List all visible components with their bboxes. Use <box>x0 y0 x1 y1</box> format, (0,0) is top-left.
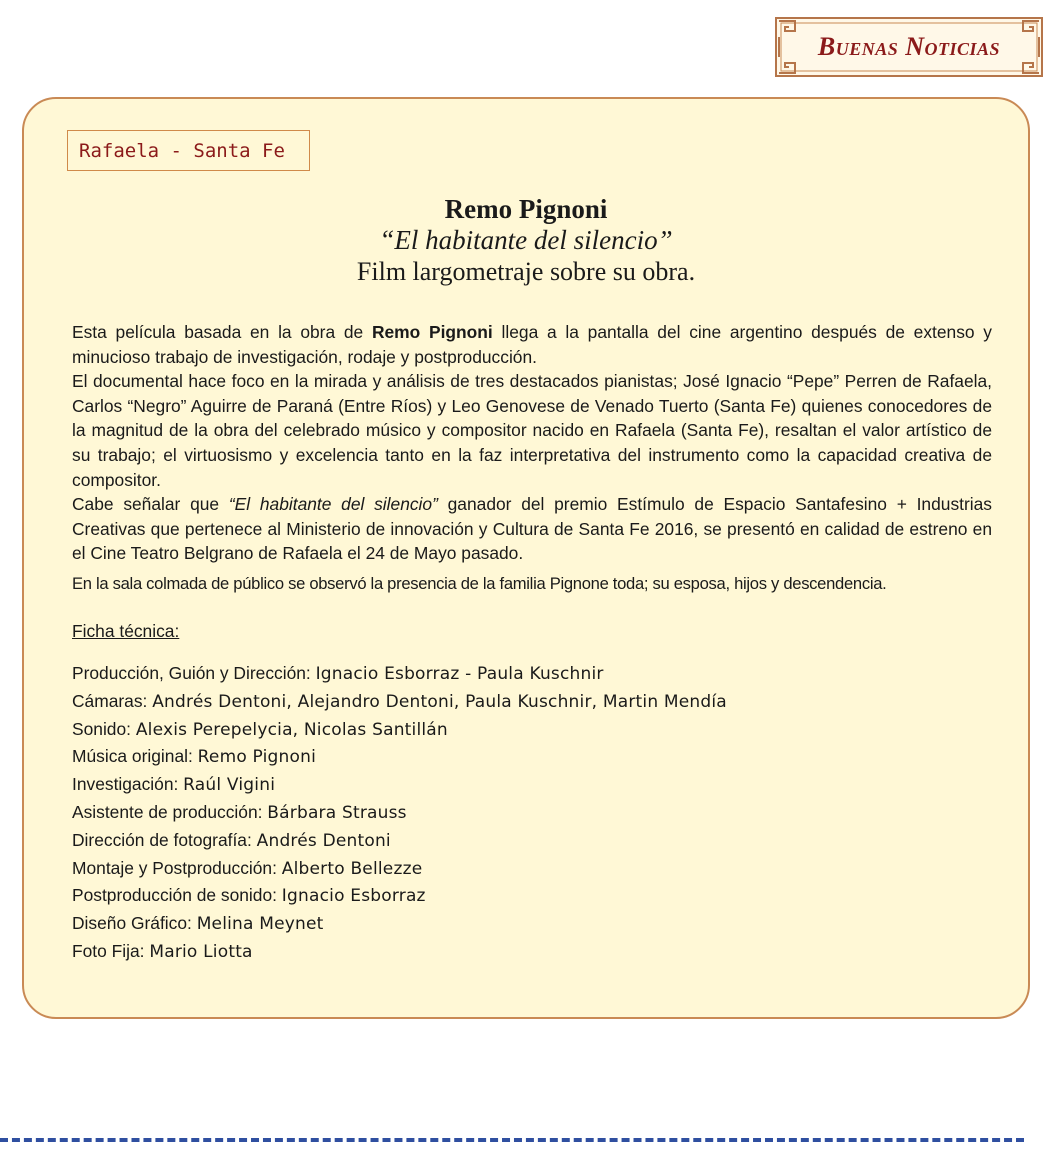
article-description: Film largometraje sobre su obra. <box>356 257 696 286</box>
credit-name: Alexis Perepelycia, Nicolas Santillán <box>135 719 448 740</box>
credit-row <box>72 882 972 910</box>
credit-row <box>72 827 972 855</box>
film-title-italic: “El habitante del silencio” <box>228 494 438 515</box>
credit-name: Andrés Dentoni, Alejandro Dentoni, Paula Kuschnir, Martin Mendía <box>152 691 727 712</box>
credit-row <box>72 855 972 883</box>
credit-role: Dirección de fotografía: <box>72 829 257 850</box>
article-panel <box>22 97 1030 1019</box>
section-badge <box>775 17 1043 77</box>
credit-row <box>72 743 972 771</box>
credit-name: Melina Meynet <box>196 914 324 935</box>
article-title-block <box>24 193 1028 288</box>
text-span: llega a la pantalla del cine argentino después de extenso y minucioso trabajo de investigación, rodaje y postproducción. <box>72 322 993 367</box>
credit-role: Postproducción de sonido: <box>72 885 282 906</box>
credit-role: Música original: <box>72 746 198 767</box>
article-subtitle: “El habitante del silencio” <box>379 225 673 255</box>
credit-role: Producción, Guión y Dirección: <box>72 663 316 683</box>
credit-name: Andrés Dentoni <box>256 830 391 851</box>
credit-row <box>72 799 972 827</box>
credit-role: Montaje y Postproducción: <box>72 857 282 878</box>
credit-name: Ignacio Esborraz <box>281 886 426 907</box>
credit-row <box>72 660 972 688</box>
dashed-divider <box>0 1138 1024 1142</box>
credit-name: Bárbara Strauss <box>267 802 407 823</box>
credit-role: Sonido: <box>72 718 136 739</box>
location-label: Rafaela - Santa Fe <box>67 130 310 171</box>
article-body <box>72 320 992 597</box>
credit-role: Investigación: <box>72 774 184 795</box>
paragraph: En la sala colmada de público se observó la presencia de la familia Pignone toda; su esposa, hijos y descendencia. <box>72 573 887 593</box>
ficha-title: Ficha técnica: <box>72 621 180 641</box>
credit-role: Diseño Gráfico: <box>72 913 197 934</box>
credit-name: Mario Liotta <box>149 941 253 962</box>
bold-name: Remo Pignoni <box>371 322 493 342</box>
badge-title: Buenas Noticias <box>817 32 1001 61</box>
credits-list <box>72 660 972 966</box>
credit-name: Raúl Vigini <box>183 775 276 796</box>
credit-row <box>72 938 972 966</box>
credit-name: Remo Pignoni <box>197 747 316 768</box>
paragraph: El documental hace foco en la mirada y análisis de tres destacados pianistas; José Ignacio “Pepe” Perren de Rafaela, Carlos “Negro” Aguirre de Paraná (Entre Ríos) y Leo Genovese de Venado Tuerto (Santa Fe) quienes conocedores de la magnitud de la obra del celebrado músico y compositor nacido en Rafaela (Santa Fe), resaltan el valor artístico de su trabajo; el virtuosismo y excelencia tanto en la faz interpretativa del instrumento como la capacidad creativa de compositor. <box>72 371 992 490</box>
credit-name: Ignacio Esborraz - Paula Kuschnir <box>315 664 604 684</box>
text-span: Esta película basada en la obra de <box>72 322 372 342</box>
credit-role: Asistente de producción: <box>72 801 268 822</box>
credit-row <box>72 771 972 799</box>
paragraph <box>72 320 992 369</box>
text-span: Cabe señalar que <box>72 494 229 515</box>
paragraph <box>72 492 992 566</box>
credit-name: Alberto Bellezze <box>281 858 423 879</box>
article-name: Remo Pignoni <box>444 194 608 224</box>
credit-row <box>72 910 972 938</box>
credit-row <box>72 716 972 744</box>
credit-role: Cámaras: <box>72 690 153 711</box>
text-span: ganador del premio Estímulo de Espacio Santafesino + Industrias Creativas que pertenece al Ministerio de innovación y Cultura de Santa Fe 2016, se presentó en calidad de estreno en el Cine Teatro Belgrano de Rafaela el 24 de Mayo pasado. <box>72 494 992 564</box>
credit-role: Foto Fija: <box>72 940 150 961</box>
credit-row <box>72 688 972 716</box>
